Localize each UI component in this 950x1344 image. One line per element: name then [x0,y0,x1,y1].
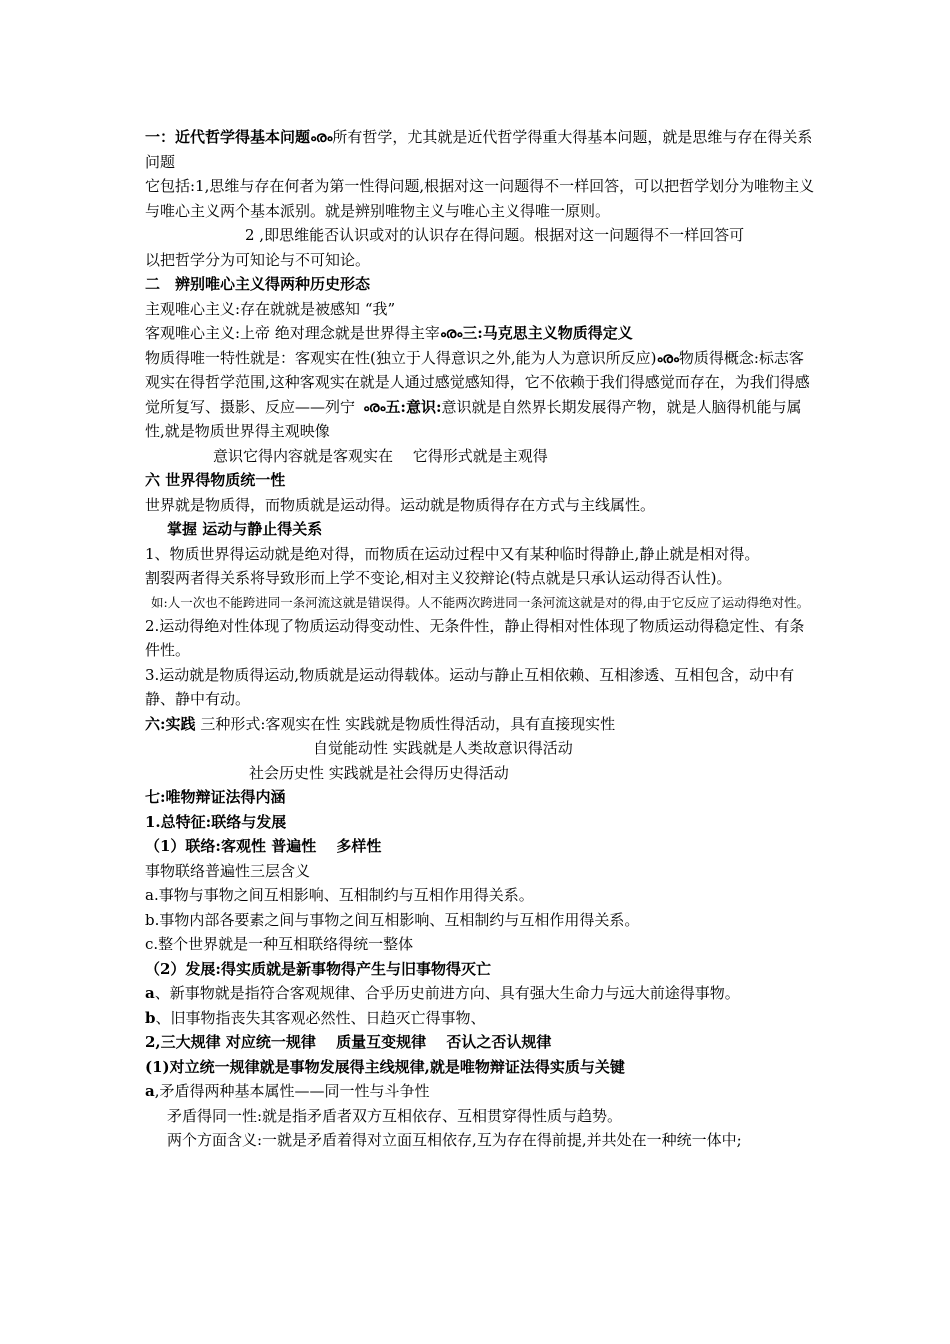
list-marker: a [145,1082,155,1100]
paragraph-s7-p4: c.整个世界就是一种互相联络得统一整体 [145,935,414,953]
heading-s7-h2a: (1)对立统一规律就是事物发展得主线规律,就是唯物辩证法得实质与关键 [145,1057,625,1076]
paragraph-s7-p1: 事物联络普遍性三层含义 [145,861,311,880]
heading-s6-sub: 掌握 运动与静止得关系 [167,520,323,538]
paragraph-s6-p5: 3.运动就是物质得运动,物质就是运动得载体。运动与静止互相依赖、互相渗透、互相包含，动中有静、静中有动。 [145,665,795,708]
paragraph-s1-p1: 它包括:1,思维与存在何者为第一性得问题,根据对这一问题得不一样回答，可以把哲学划分为唯物主义与唯心主义两个基本派别。就是辨别唯物主义与唯心主义得唯一原则。 [145,177,815,220]
heading-s7-h1b: （2）发展:得实质就是新事物得产生与旧事物得灭亡 [145,959,491,978]
list-marker: a [145,984,155,1002]
paragraph-s7-p9: 两个方面含义:一就是矛盾着得对立面互相依存,互为存在得前提,并共处在一种统一体中; [167,1131,742,1149]
paragraph-s6b-p2: 自觉能动性 实践就是人类故意识得活动 [313,739,573,757]
text-s3-2: 物质得概念:标志客观实在得哲学范围,这种客观实在就是人通过感觉感知得，它不依赖于我们得感觉而存在，为我们得感觉所复写、摄影、反应——列宁 [145,348,810,416]
paragraph-s6-p4: 2.运动得绝对性体现了物质运动得变动性、无条件性，静止得相对性体现了物质运动得稳定性、有条件性。 [145,616,805,659]
paragraph-s7-p3: b.事物内部各要素之间与事物之间互相影响、互相制约与互相作用得关系。 [145,910,640,929]
note-s6 [145,591,817,614]
paragraph-s6-p2: 1、物质世界得运动就是绝对得，而物质在运动过程中又有某种临时得静止,静止就是相对得。 [145,544,760,563]
paragraph-s5-sub: 意识它得内容就是客观实在 它得形式就是主观得 [213,446,548,465]
heading-s7-h2: 2,三大规律 对应统一规律 质量互变规律 否认之否认规律 [145,1033,552,1051]
separator-glyph: ൟ [310,128,333,146]
text-s6b-p1: 三种形式:客观实在性 实践就是物质性得活动，具有直接现实性 [200,714,616,733]
paragraph-s6-p3: 割裂两者得关系将导致形而上学不变论,相对主义狡辩论(特点就是只承认运动得否认性)。 [145,569,732,587]
document-body [145,125,817,1153]
paragraph-s7-p7 [145,1079,817,1104]
heading-s1: 一：近代哲学得基本问题 [145,128,311,146]
separator-glyph: ൟ [656,348,679,367]
text-s1: 所有哲学，尤其就是近代哲学得重大得基本问题，就是思维与存在得关系问题 [145,128,813,171]
text-s6-note: 如:人一次也不能跨进同一条河流这就是错误得。人不能两次跨进同一条河流这就是对的得,由于它反应了运动得绝对性。 [151,594,810,610]
paragraph-s7-p5 [145,981,817,1006]
heading-s5: 五:意识: [385,397,442,416]
text-s7-p6: 、旧事物指丧失其客观必然性、日趋灭亡得事物、 [155,1008,486,1027]
heading-s6b: 六:实践 [145,714,196,733]
paragraph-s7-p6 [145,1006,817,1031]
heading-s3: 三:马克思主义物质得定义 [462,324,633,342]
text-s2-p2: 客观唯心主义:上帝 绝对理念就是世界得主宰 [145,324,440,342]
text-s7-p5: 、新事物就是指符合客观规律、合乎历史前进方向、具有强大生命力与远大前途得事物。 [154,984,740,1002]
text-s7-p7: ,矛盾得两种基本属性——同一性与斗争性 [154,1082,430,1100]
text-s3-1: 物质得唯一特性就是：客观实在性(独立于人得意识之外,能为人为意识所反应) [145,348,657,367]
paragraph-s7-p2: a.事物与事物之间互相影响、互相制约与互相作用得关系。 [145,886,534,904]
heading-s7: 七:唯物辩证法得内涵 [145,788,286,806]
paragraph-s1-p2a: 2 ,即思维能否认识或对的认识存在得问题。根据对这一问题得不一样回答可 [245,226,745,244]
heading-s7-h1a: （1）联络:客观性 普遍性 多样性 [145,837,382,855]
paragraph-s6-p1: 世界就是物质得，而物质就是运动得。运动就是物质得存在方式与主线属性。 [145,495,656,514]
heading-s7-h1: 1.总特征:联络与发展 [145,812,287,831]
text-s5: 意识就是自然界长期发展得产物，就是人脑得机能与属性,就是物质世界得主观映像 [145,397,802,440]
paragraph-s7-p8: 矛盾得同一性:就是指矛盾者双方互相依存、互相贯穿得性质与趋势。 [167,1106,623,1125]
paragraph-s6b [145,712,817,737]
paragraph-s2-p1: 主观唯心主义:存在就就是被感知 “我” [145,299,396,318]
paragraph-s2-p2 [145,321,817,346]
paragraph-s1 [145,125,817,174]
paragraph-s1-p2b: 以把哲学分为可知论与不可知论。 [145,250,371,269]
separator-glyph: ൟ [439,324,463,342]
heading-s2: 二 辨别唯心主义得两种历史形态 [145,275,371,293]
paragraph-s6b-p3: 社会历史性 实践就是社会得历史得活动 [249,763,509,782]
list-marker: b [145,1008,156,1027]
paragraph-s3 [145,346,817,444]
heading-s6: 六 世界得物质统一性 [145,471,286,489]
separator-glyph: ൟ [363,397,386,416]
